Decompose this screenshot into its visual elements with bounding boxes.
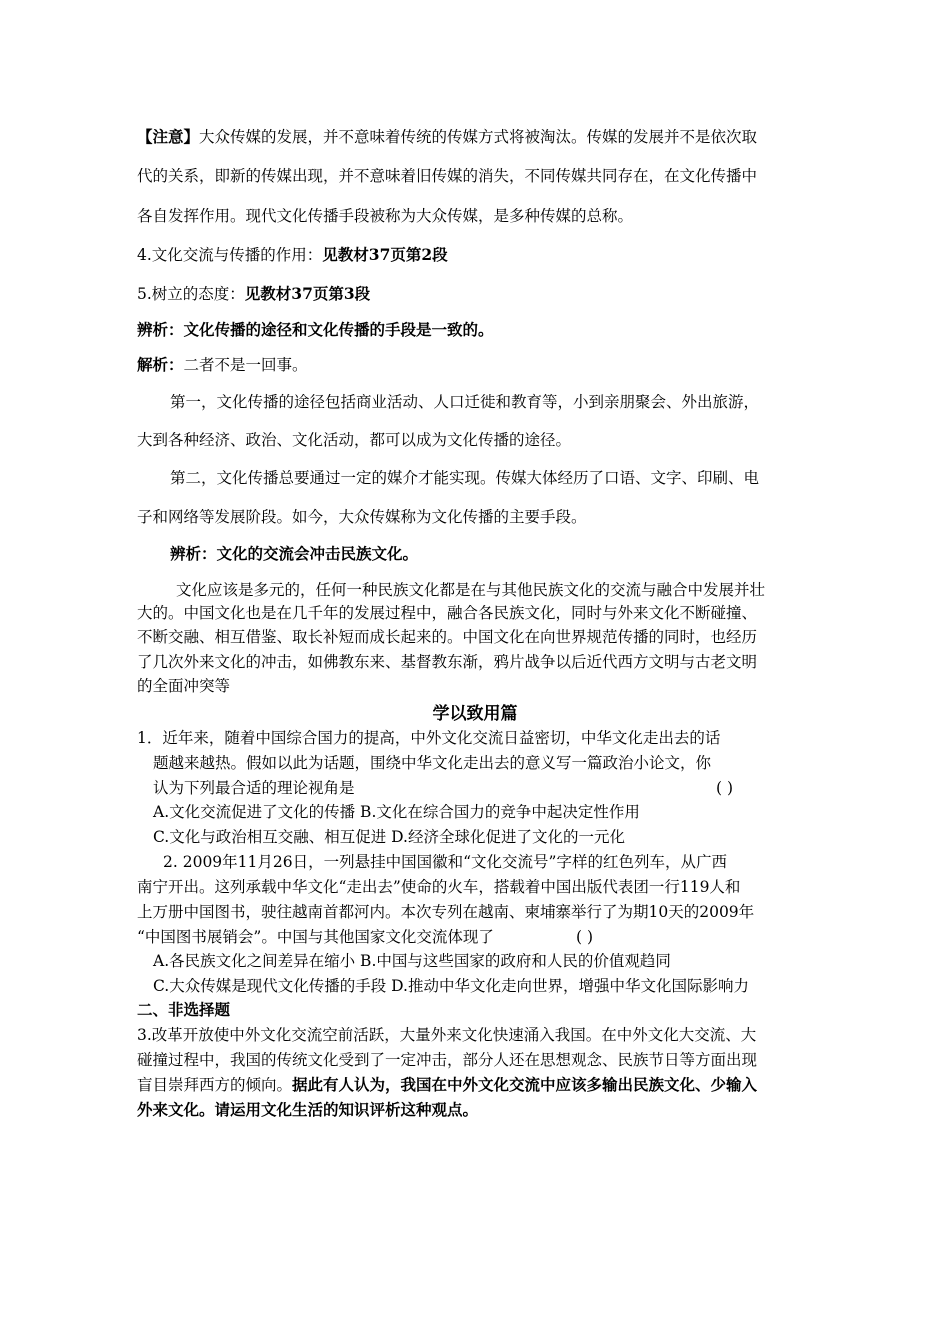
q3-line-3: [137, 1075, 757, 1095]
q3-line-4: 外来文化。请运用文化生活的知识评析这种观点。: [137, 1100, 479, 1119]
item-5: [137, 284, 370, 304]
q3-line-3-normal: 盲目崇拜西方的倾向。: [137, 1076, 293, 1094]
analysis-1-p2-line-1: 第二，文化传播总要通过一定的媒介才能实现。传媒大体经历了口语、文字、印刷、电: [170, 469, 760, 487]
analysis-2-line-5: 的全面冲突等: [137, 677, 231, 695]
item-4-bold: 见教材37页第2段: [322, 245, 448, 264]
q3-line-1: 3.改革开放使中外文化交流空前活跃，大量外来文化快速涌入我国。在中外文化大交流、大: [137, 1026, 757, 1044]
answer-text: 二者不是一回事。: [183, 356, 308, 374]
section-title: 学以致用篇: [432, 704, 518, 724]
analysis-1-answer: [137, 355, 308, 375]
q2-line-3: 上万册中国图书，驶往越南首都河内。本次专列在越南、柬埔寨举行了为期10天的2009年: [137, 903, 755, 921]
q1-line-1: 1．近年来，随着中国综合国力的提高，中外文化交流日益密切，中华文化走出去的话: [137, 729, 721, 747]
analysis-2-line-2: 大的。中国文化也是在几千年的发展过程中，融合各民族文化，同时与外来文化不断碰撞、: [137, 604, 758, 622]
q2-options-ab: A.各民族文化之间差异在缩小 B.中国与这些国家的政府和人民的价值观趋同: [153, 952, 671, 970]
q2-line-4: “中国图书展销会”。中国与其他国家文化交流体现了: [137, 928, 494, 946]
q3-line-2: 碰撞过程中，我国的传统文化受到了一定冲击，部分人还在思想观念、民族节日等方面出现: [137, 1051, 758, 1069]
item-5-prefix: 5.树立的态度：: [137, 285, 245, 303]
note-line-1: [137, 127, 757, 147]
q1-answer-bracket: ( ): [716, 779, 734, 797]
q1-options-cd: C.文化与政治相互交融、相互促进 D.经济全球化促进了文化的一元化: [153, 828, 625, 846]
analysis-1-p1-line-2: 大到各种经济、政治、文化活动，都可以成为文化传播的途径。: [137, 431, 572, 449]
analysis-1-p1-line-1: 第一，文化传播的途径包括商业活动、人口迁徙和教育等，小到亲朋聚会、外出旅游，: [170, 393, 760, 411]
analysis-2-line-4: 了几次外来文化的冲击，如佛教东来、基督教东渐，鸦片战争以后近代西方文明与古老文明: [137, 653, 758, 671]
q1-line-3: 认为下列最合适的理论视角是: [153, 779, 355, 797]
item-5-bold: 见教材37页第3段: [244, 284, 371, 303]
part-2-title: 二、非选择题: [137, 1000, 231, 1019]
analysis-1-p2-line-2: 子和网络等发展阶段。如今，大众传媒称为文化传播的主要手段。: [137, 508, 587, 526]
q2-line-2: 南宁开出。这列承载中华文化“走出去”使命的火车，搭载着中国出版代表团一行119人和: [137, 878, 741, 896]
note-label: 【注意】: [137, 127, 200, 146]
analysis-2-line-1: 文化应该是多元的，任何一种民族文化都是在与其他民族文化的交流与融合中发展并壮: [176, 581, 766, 599]
note-line-2: 代的关系，即新的传媒出现，并不意味着旧传媒的消失，不同传媒共同存在，在文化传播中: [137, 167, 758, 185]
analysis-2-question: 辨析：文化的交流会冲击民族文化。: [170, 544, 419, 563]
q3-line-3-bold: 据此有人认为，我国在中外文化交流中应该多输出民族文化、少输入: [292, 1075, 758, 1094]
item-4: [137, 245, 448, 265]
item-4-prefix: 4.文化交流与传播的作用：: [137, 246, 323, 264]
q2-options-cd: C.大众传媒是现代文化传播的手段 D.推动中华文化走向世界，增强中华文化国际影响力: [153, 977, 749, 995]
q1-line-2: 题越来越热。假如以此为话题，围绕中华文化走出去的意义写一篇政治小论文，你: [153, 754, 712, 772]
answer-label: 解析：: [137, 355, 184, 374]
note-text-1: 大众传媒的发展，并不意味着传统的传媒方式将被淘汰。传媒的发展并不是依次取: [199, 128, 758, 146]
analysis-2-line-3: 不断交融、相互借鉴、取长补短而成长起来的。中国文化在向世界规范传播的同时，也经历: [137, 628, 758, 646]
q1-options-ab: A.文化交流促进了文化的传播 B.文化在综合国力的竞争中起决定性作用: [153, 803, 640, 821]
q2-answer-bracket: ( ): [576, 928, 594, 946]
note-line-3: 各自发挥作用。现代文化传播手段被称为大众传媒，是多种传媒的总称。: [137, 207, 634, 225]
analysis-1-question: 辨析：文化传播的途径和文化传播的手段是一致的。: [137, 320, 494, 339]
q2-line-1: 2. 2009年11月26日，一列悬挂中国国徽和“文化交流号”字样的红色列车，从广西: [163, 853, 727, 871]
